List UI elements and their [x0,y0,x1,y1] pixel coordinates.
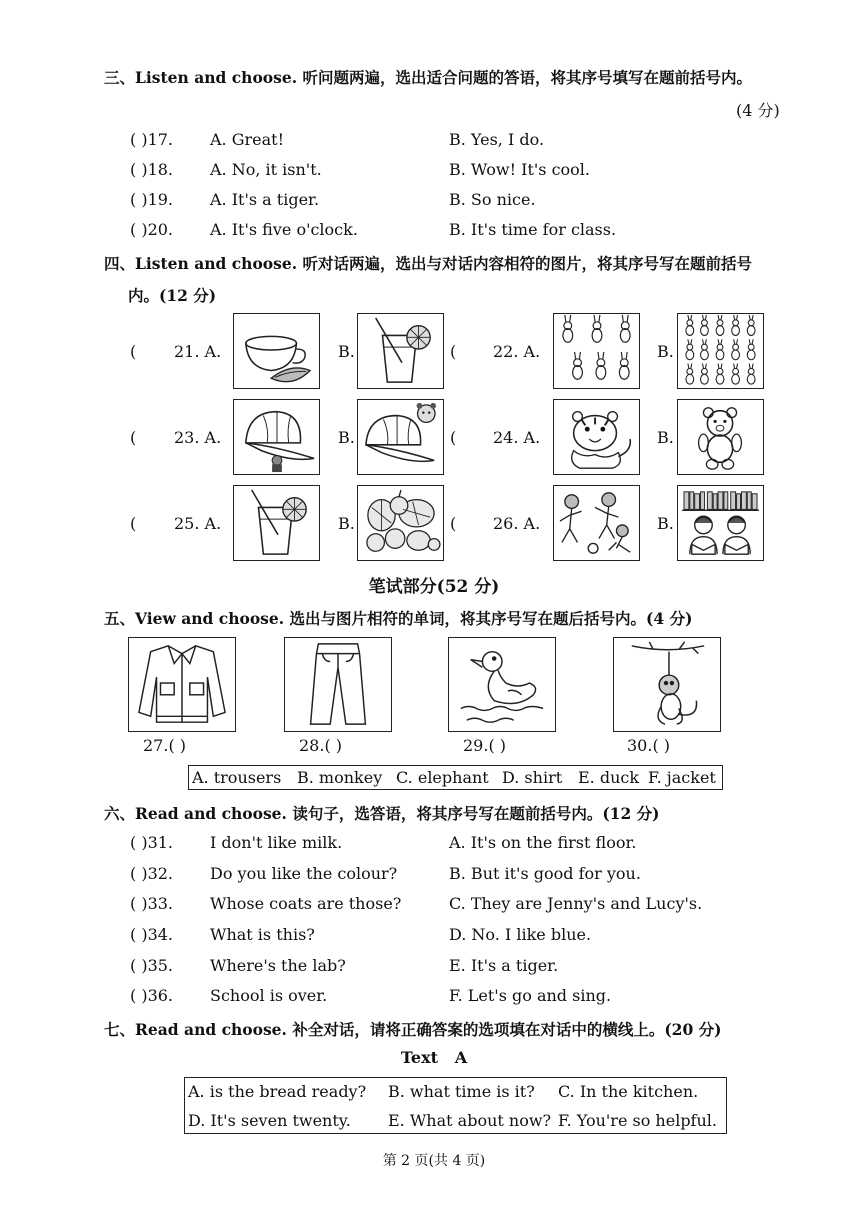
juice-glass-icon [358,314,443,388]
s5-option-d: D. shirt [502,768,563,787]
section-4-title-line2: 内。(12 分) [128,286,217,305]
s7-option-a: A. is the bread ready? [188,1082,367,1101]
section-3-score: (4 分) [736,101,780,120]
q26-label: 26. A. [493,514,541,533]
s5-option-a: A. trousers [192,768,282,787]
s7-option-d: D. It's seven twenty. [188,1111,351,1130]
section-7-title: 七、Read and choose. 补全对话，请将正确答案的选项填在对话中的横线上。(20 分) [104,1020,722,1039]
tea-cup-picture [233,313,320,389]
q18-option-a: A. No, it isn't. [210,160,322,179]
q33-question: Whose coats are those? [210,894,402,913]
q35-question: Where's the lab? [210,956,346,975]
tiger-picture [553,399,640,475]
q26-b-label: B. [657,514,674,533]
rabbits-icon [554,314,639,388]
text-a-title: Text A [400,1048,468,1067]
s7-option-f: F. You're so helpful. [558,1111,717,1130]
duck-picture [448,637,556,732]
teddy-bear-picture [677,399,764,475]
q34-question: What is this? [210,925,315,944]
s5-option-c: C. elephant [396,768,489,787]
fruit-pile-picture [357,485,444,561]
six-rabbits-picture [553,313,640,389]
q28-label: 28.( ) [299,736,343,755]
q25-b-label: B. [338,514,355,533]
q17-number: ( )17. [130,130,174,149]
kids-reading-picture [677,485,764,561]
q18-option-b: B. Wow! It's cool. [449,160,591,179]
q19-number: ( )19. [130,190,174,209]
q27-label: 27.( ) [143,736,187,755]
q29-label: 29.( ) [463,736,507,755]
many-rabbits-icon [678,314,763,388]
s7-option-b: B. what time is it? [388,1082,535,1101]
jacket-icon [129,638,235,731]
section-3-title: 三、Listen and choose. 听问题两遍，选出适合问题的答语，将其序号填写在题前括号内。 [104,68,753,87]
s7-option-e: E. What about now? [388,1111,552,1130]
many-rabbits-picture [677,313,764,389]
page-footer: 第 2 页(共 4 页) [382,1153,486,1169]
tiger-icon [554,400,639,474]
q31-question: I don't like milk. [210,833,343,852]
cap-with-bear-icon [358,400,443,474]
q32-question: Do you like the colour? [210,864,398,883]
q36-number: ( )36. [130,986,174,1005]
s5-option-f: F. jacket [648,768,716,787]
cap-bear-picture [357,399,444,475]
q23-label: 23. A. [174,428,222,447]
section-5-options-box [188,765,723,790]
jacket-picture [128,637,236,732]
q33-number: ( )33. [130,894,174,913]
s5-option-e: E. duck [578,768,640,787]
cap-small-figure-picture [233,399,320,475]
q21-label: 21. A. [174,342,222,361]
monkey-picture [613,637,721,732]
kids-reading-icon [678,486,763,560]
q24-b-label: B. [657,428,674,447]
s7-option-c: C. In the kitchen. [558,1082,699,1101]
fruit-icon [358,486,443,560]
monkey-icon [614,638,720,731]
juice-glass-icon [234,486,319,560]
s6-answer-d: D. No. I like blue. [449,925,592,944]
q23-paren: ( [130,428,137,447]
q21-paren: ( [130,342,137,361]
q31-number: ( )31. [130,833,174,852]
s6-answer-e: E. It's a tiger. [449,956,559,975]
q22-label: 22. A. [493,342,541,361]
q36-question: School is over. [210,986,328,1005]
q20-option-b: B. It's time for class. [449,220,617,239]
s5-option-b: B. monkey [297,768,383,787]
q19-option-a: A. It's a tiger. [210,190,320,209]
duck-icon [449,638,555,731]
q35-number: ( )35. [130,956,174,975]
q24-label: 24. A. [493,428,541,447]
q17-option-b: B. Yes, I do. [449,130,545,149]
section-4-title-line1: 四、Listen and choose. 听对话两遍，选出与对话内容相符的图片，将其序号写在题前括号 [104,254,753,273]
q25-label: 25. A. [174,514,222,533]
trousers-icon [285,638,391,731]
trousers-picture [284,637,392,732]
section-5-title: 五、View and choose. 选出与图片相符的单词，将其序号写在题后括号内。(4 分) [104,609,693,628]
s6-answer-b: B. But it's good for you. [449,864,641,883]
q30-label: 30.( ) [627,736,671,755]
q25-paren: ( [130,514,137,533]
juice-glass-picture-2 [233,485,320,561]
q34-number: ( )34. [130,925,174,944]
juice-glass-picture [357,313,444,389]
q22-b-label: B. [657,342,674,361]
q24-paren: ( [450,428,457,447]
q26-paren: ( [450,514,457,533]
q21-b-label: B. [338,342,355,361]
kids-playing-icon [554,486,639,560]
s6-answer-f: F. Let's go and sing. [449,986,612,1005]
section-7-options-box [184,1077,727,1134]
s6-answer-c: C. They are Jenny's and Lucy's. [449,894,703,913]
q19-option-b: B. So nice. [449,190,536,209]
tea-cup-icon [234,314,319,388]
written-part-heading: 笔试部分(52 分) [368,577,500,597]
q32-number: ( )32. [130,864,174,883]
q18-number: ( )18. [130,160,174,179]
q22-paren: ( [450,342,457,361]
s6-answer-a: A. It's on the first floor. [449,833,637,852]
q23-b-label: B. [338,428,355,447]
q20-number: ( )20. [130,220,174,239]
cap-icon [234,400,319,474]
kids-playing-picture [553,485,640,561]
q17-option-a: A. Great! [210,130,285,149]
q20-option-a: A. It's five o'clock. [210,220,358,239]
teddy-bear-icon [678,400,763,474]
section-6-title: 六、Read and choose. 读句子，选答语，将其序号写在题前括号内。(12 分) [104,804,660,823]
